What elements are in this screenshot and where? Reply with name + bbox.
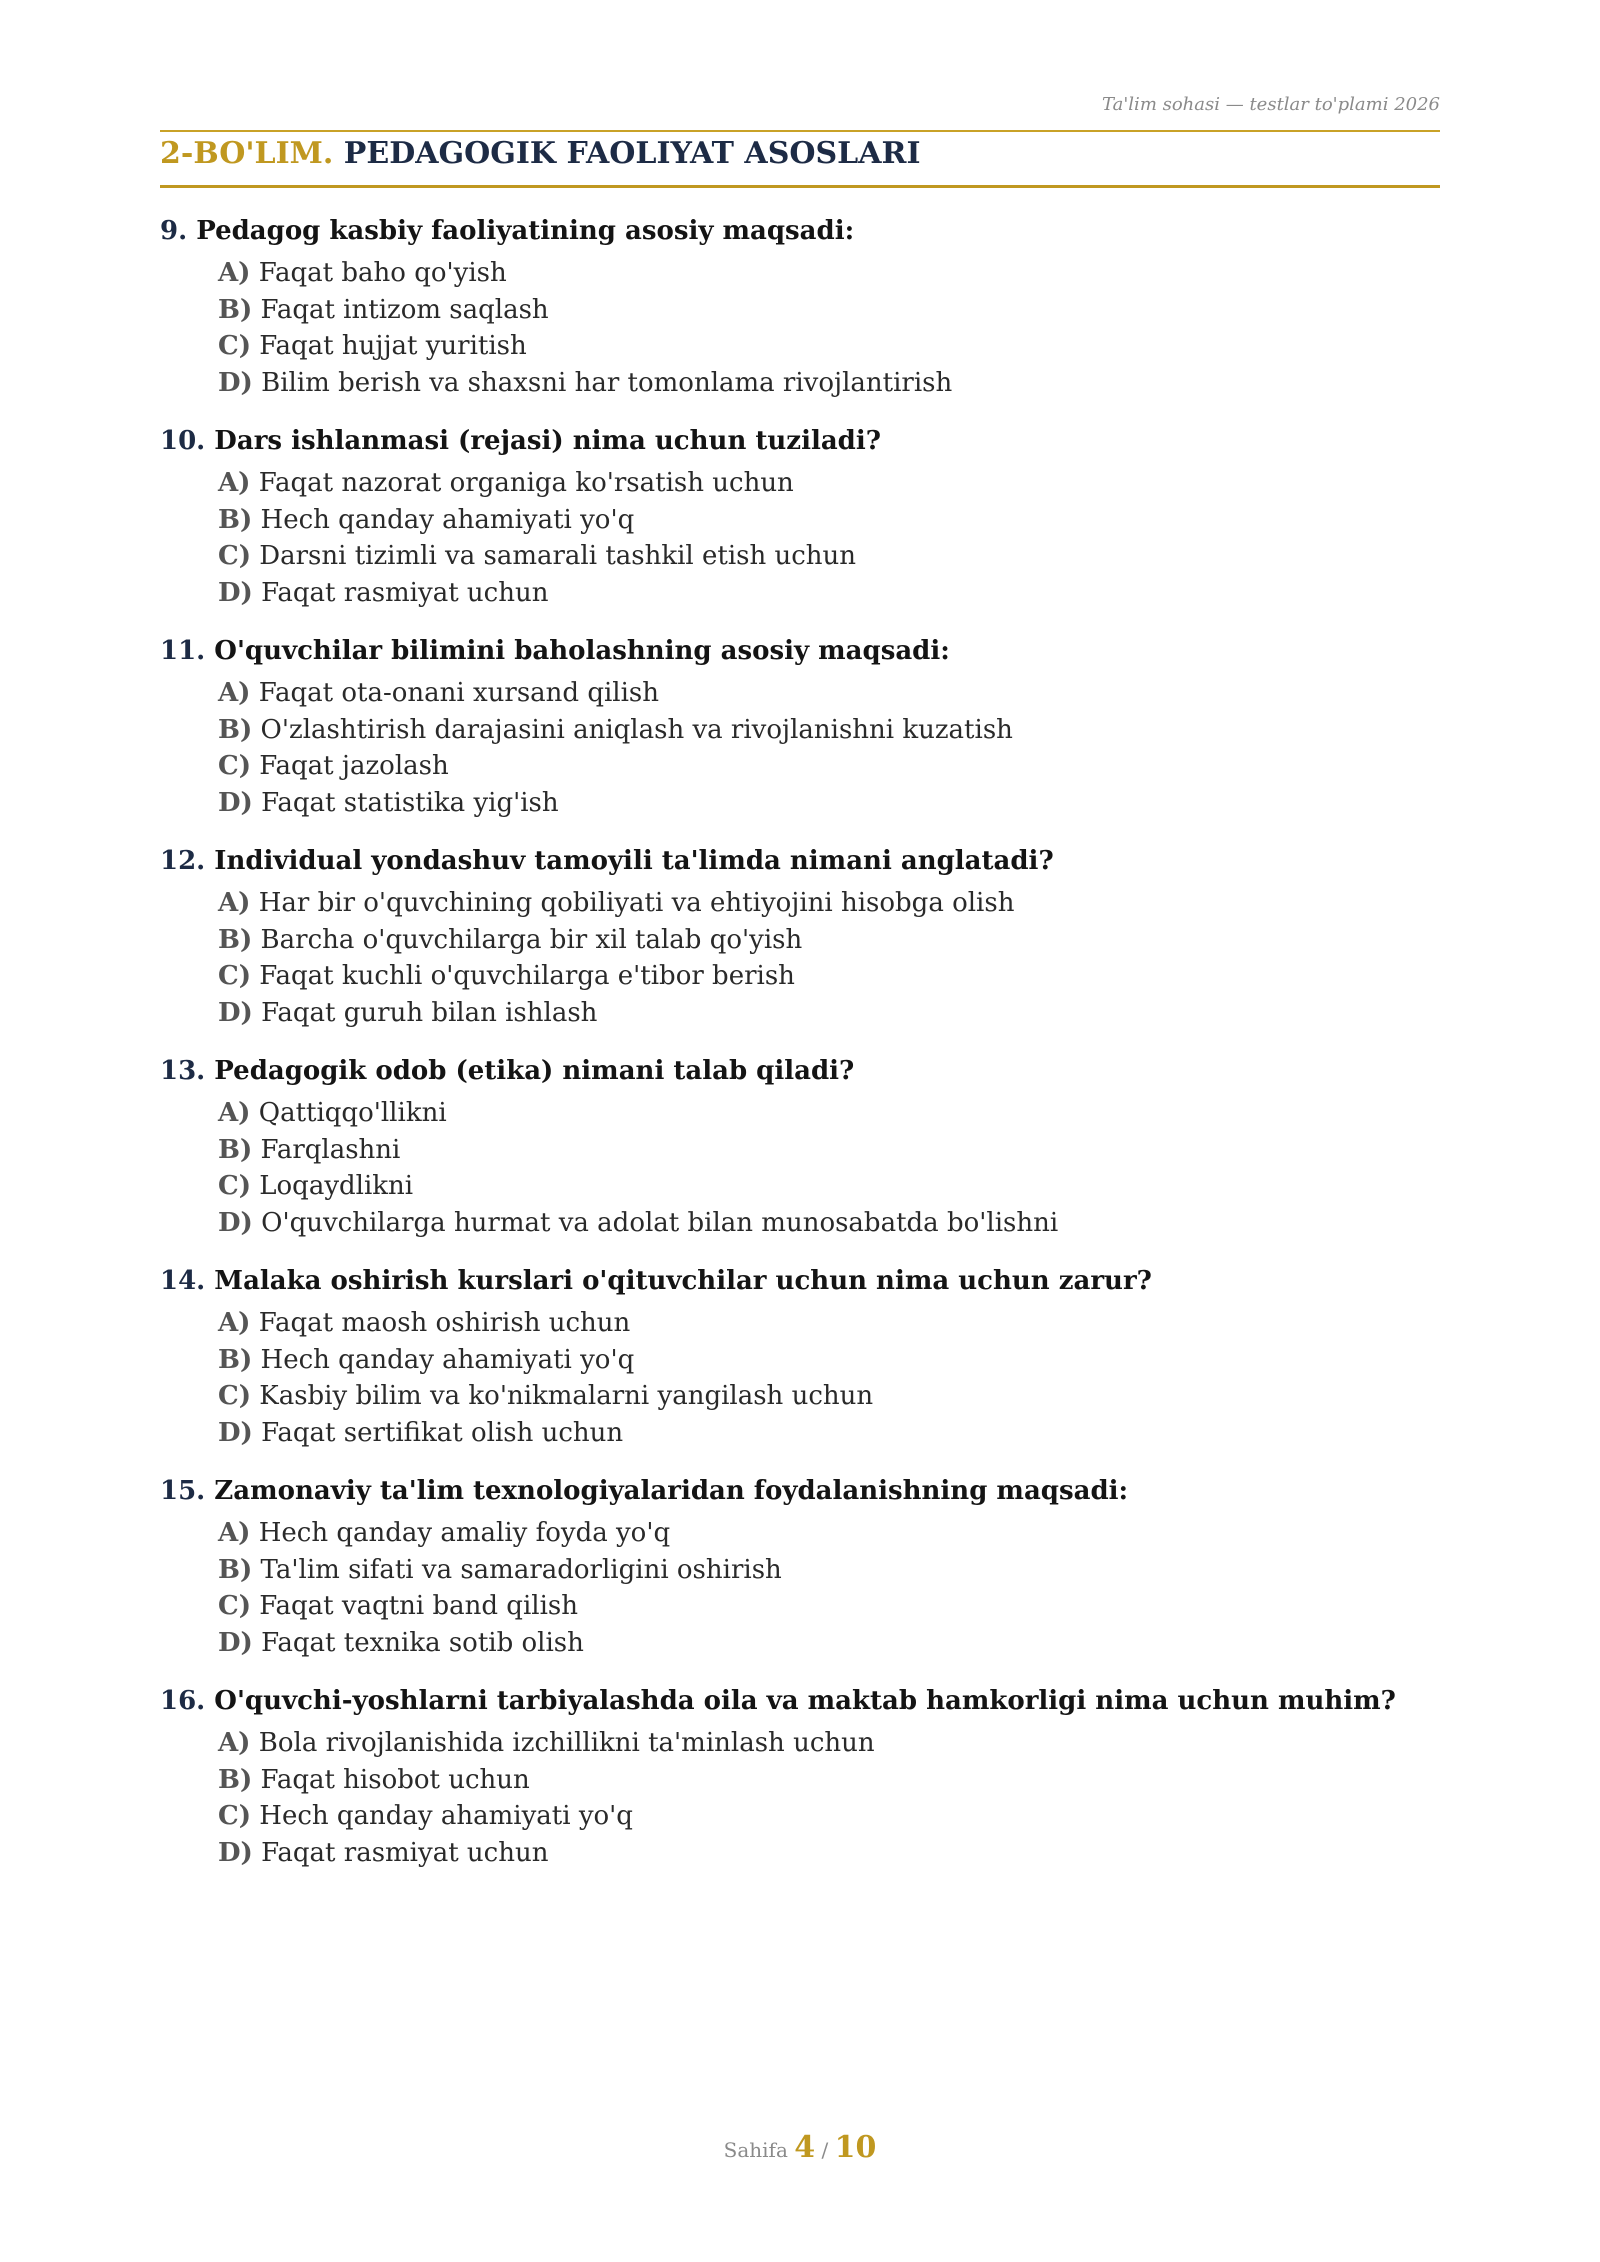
option-text: Faqat kuchli o'quvchilarga e'tibor berish [259, 961, 795, 992]
page-separator: / [821, 2138, 829, 2162]
option-text: Faqat guruh bilan ishlash [261, 998, 598, 1029]
answer-option [160, 1342, 1440, 1379]
question-list [160, 211, 1440, 1891]
question-text: Malaka oshirish kurslari o'qituvchilar uchun nima uchun zarur? [214, 1266, 1152, 1296]
option-text: Bola rivojlanishida izchillikni ta'minlash uchun [258, 1728, 875, 1758]
answer-option [160, 675, 1440, 712]
option-text: Loqaydlikni [259, 1171, 414, 1202]
page-footer [0, 2130, 1600, 2165]
question-text: Individual yondashuv tamoyili ta'limda nimani anglatadi? [214, 846, 1054, 876]
answer-option [160, 885, 1440, 922]
question-text: Pedagog kasbiy faoliyatining asosiy maqsadi: [196, 216, 855, 246]
answer-options [160, 675, 1440, 822]
option-letter: B) [218, 1764, 253, 1795]
option-letter: C) [218, 961, 251, 992]
answer-option [160, 1588, 1440, 1625]
header-divider [160, 130, 1440, 132]
page-label: Sahifa [723, 2138, 788, 2162]
option-letter: A) [218, 1518, 251, 1548]
answer-option [160, 1835, 1440, 1872]
answer-option [160, 748, 1440, 785]
option-text: O'quvchilarga hurmat va adolat bilan munosabatda bo'lishni [261, 1208, 1059, 1239]
option-letter: B) [218, 294, 253, 325]
question-heading [160, 421, 1440, 465]
question-text: Dars ishlanmasi (rejasi) nima uchun tuziladi? [214, 426, 881, 456]
question-number: 9. [160, 216, 188, 246]
question-item [160, 631, 1440, 841]
current-page-number: 4 [794, 2130, 816, 2165]
answer-option [160, 328, 1440, 365]
option-text: Qattiqqo'llikni [258, 1098, 447, 1128]
answer-option [160, 1378, 1440, 1415]
option-text: Hech qanday amaliy foyda yo'q [258, 1518, 671, 1548]
option-letter: A) [218, 1728, 251, 1758]
question-item [160, 1471, 1440, 1681]
question-heading [160, 631, 1440, 675]
answer-options [160, 1305, 1440, 1452]
option-text: Faqat sertifikat olish uchun [261, 1418, 624, 1449]
option-text: O'zlashtirish darajasini aniqlash va rivojlanishni kuzatish [260, 714, 1013, 745]
answer-option [160, 995, 1440, 1032]
option-text: Faqat hisobot uchun [260, 1764, 530, 1795]
option-letter: D) [218, 1208, 253, 1239]
answer-option [160, 502, 1440, 539]
option-letter: B) [218, 924, 253, 955]
question-number: 12. [160, 846, 206, 876]
question-number: 13. [160, 1056, 206, 1086]
option-text: Faqat nazorat organiga ko'rsatish uchun [258, 468, 794, 498]
option-letter: A) [218, 468, 251, 498]
answer-option [160, 255, 1440, 292]
option-letter: D) [218, 578, 253, 609]
option-text: Faqat maosh oshirish uchun [258, 1308, 631, 1338]
option-letter: B) [218, 1134, 253, 1165]
option-letter: A) [218, 1098, 251, 1128]
section-title: PEDAGOGIK FAOLIYAT ASOSLARI [343, 136, 921, 171]
option-text: Faqat statistika yig'ish [261, 788, 559, 819]
answer-options [160, 1515, 1440, 1662]
option-text: Kasbiy bilim va ko'nikmalarni yangilash uchun [259, 1381, 874, 1412]
section-divider [160, 185, 1440, 188]
question-number: 15. [160, 1476, 206, 1506]
option-text: Faqat texnika sotib olish [261, 1628, 584, 1659]
total-pages-number: 10 [834, 2130, 877, 2165]
question-item [160, 1261, 1440, 1471]
answer-option [160, 1625, 1440, 1662]
answer-options [160, 255, 1440, 402]
question-item [160, 1051, 1440, 1261]
option-letter: D) [218, 1838, 253, 1869]
option-text: Faqat intizom saqlash [260, 294, 549, 325]
answer-option [160, 365, 1440, 402]
option-letter: B) [218, 1554, 253, 1585]
question-number: 11. [160, 636, 206, 666]
question-item [160, 841, 1440, 1051]
answer-option [160, 1132, 1440, 1169]
option-text: Faqat rasmiyat uchun [261, 578, 549, 609]
option-letter: C) [218, 1171, 251, 1202]
option-letter: C) [218, 1381, 251, 1412]
option-letter: C) [218, 1591, 251, 1622]
answer-option [160, 1762, 1440, 1799]
option-letter: A) [218, 888, 251, 918]
answer-options [160, 1725, 1440, 1872]
option-letter: B) [218, 1344, 253, 1375]
question-item [160, 1681, 1440, 1891]
option-text: Bilim berish va shaxsni har tomonlama rivojlantirish [261, 368, 953, 399]
answer-option [160, 575, 1440, 612]
option-letter: C) [218, 541, 251, 572]
option-text: Hech qanday ahamiyati yo'q [260, 1344, 635, 1375]
question-text: O'quvchilar bilimini baholashning asosiy maqsadi: [214, 636, 950, 666]
answer-option [160, 1305, 1440, 1342]
option-text: Hech qanday ahamiyati yo'q [259, 1801, 633, 1832]
option-letter: D) [218, 1418, 253, 1449]
answer-option [160, 958, 1440, 995]
question-text: O'quvchi-yoshlarni tarbiyalashda oila va maktab hamkorligi nima uchun muhim? [214, 1686, 1396, 1716]
running-header: Ta'lim sohasi — testlar to'plami 2026 [1102, 94, 1440, 115]
option-text: Faqat rasmiyat uchun [261, 1838, 549, 1869]
option-letter: D) [218, 788, 253, 819]
answer-options [160, 885, 1440, 1032]
answer-option [160, 1798, 1440, 1835]
question-text: Zamonaviy ta'lim texnologiyalaridan foydalanishning maqsadi: [214, 1476, 1129, 1506]
option-text: Ta'lim sifati va samaradorligini oshirish [260, 1554, 782, 1585]
answer-option [160, 1725, 1440, 1762]
option-letter: C) [218, 331, 251, 362]
answer-option [160, 538, 1440, 575]
section-number: 2-BO'LIM. [160, 136, 334, 171]
answer-option [160, 1552, 1440, 1589]
option-letter: D) [218, 368, 253, 399]
option-text: Faqat baho qo'yish [258, 258, 507, 288]
option-letter: D) [218, 998, 253, 1029]
option-text: Faqat hujjat yuritish [259, 331, 527, 362]
answer-option [160, 785, 1440, 822]
option-letter: A) [218, 678, 251, 708]
option-text: Har bir o'quvchining qobiliyati va ehtiyojini hisobga olish [258, 888, 1015, 918]
answer-option [160, 465, 1440, 502]
question-heading [160, 841, 1440, 885]
option-text: Darsni tizimli va samarali tashkil etish uchun [259, 541, 857, 572]
option-letter: B) [218, 504, 253, 535]
option-text: Hech qanday ahamiyati yo'q [260, 504, 635, 535]
question-heading [160, 1681, 1440, 1725]
answer-option [160, 922, 1440, 959]
option-letter: B) [218, 714, 253, 745]
option-letter: D) [218, 1628, 253, 1659]
question-heading [160, 1261, 1440, 1305]
answer-option [160, 1168, 1440, 1205]
question-item [160, 211, 1440, 421]
answer-option [160, 1095, 1440, 1132]
option-text: Faqat ota-onani xursand qilish [258, 678, 660, 708]
question-number: 16. [160, 1686, 206, 1716]
answer-option [160, 1515, 1440, 1552]
option-text: Barcha o'quvchilarga bir xil talab qo'yish [260, 924, 803, 955]
answer-option [160, 292, 1440, 329]
option-letter: C) [218, 1801, 251, 1832]
option-text: Faqat vaqtni band qilish [259, 1591, 578, 1622]
option-letter: A) [218, 1308, 251, 1338]
answer-option [160, 1205, 1440, 1242]
question-item [160, 421, 1440, 631]
option-letter: C) [218, 751, 251, 782]
question-heading [160, 1471, 1440, 1515]
question-text: Pedagogik odob (etika) nimani talab qiladi? [214, 1056, 855, 1086]
option-text: Farqlashni [260, 1134, 401, 1165]
answer-options [160, 1095, 1440, 1242]
question-number: 10. [160, 426, 206, 456]
answer-option [160, 712, 1440, 749]
option-letter: A) [218, 258, 251, 288]
answer-option [160, 1415, 1440, 1452]
question-heading [160, 211, 1440, 255]
section-heading [160, 136, 1440, 171]
question-heading [160, 1051, 1440, 1095]
option-text: Faqat jazolash [259, 751, 449, 782]
answer-options [160, 465, 1440, 612]
question-number: 14. [160, 1266, 206, 1296]
